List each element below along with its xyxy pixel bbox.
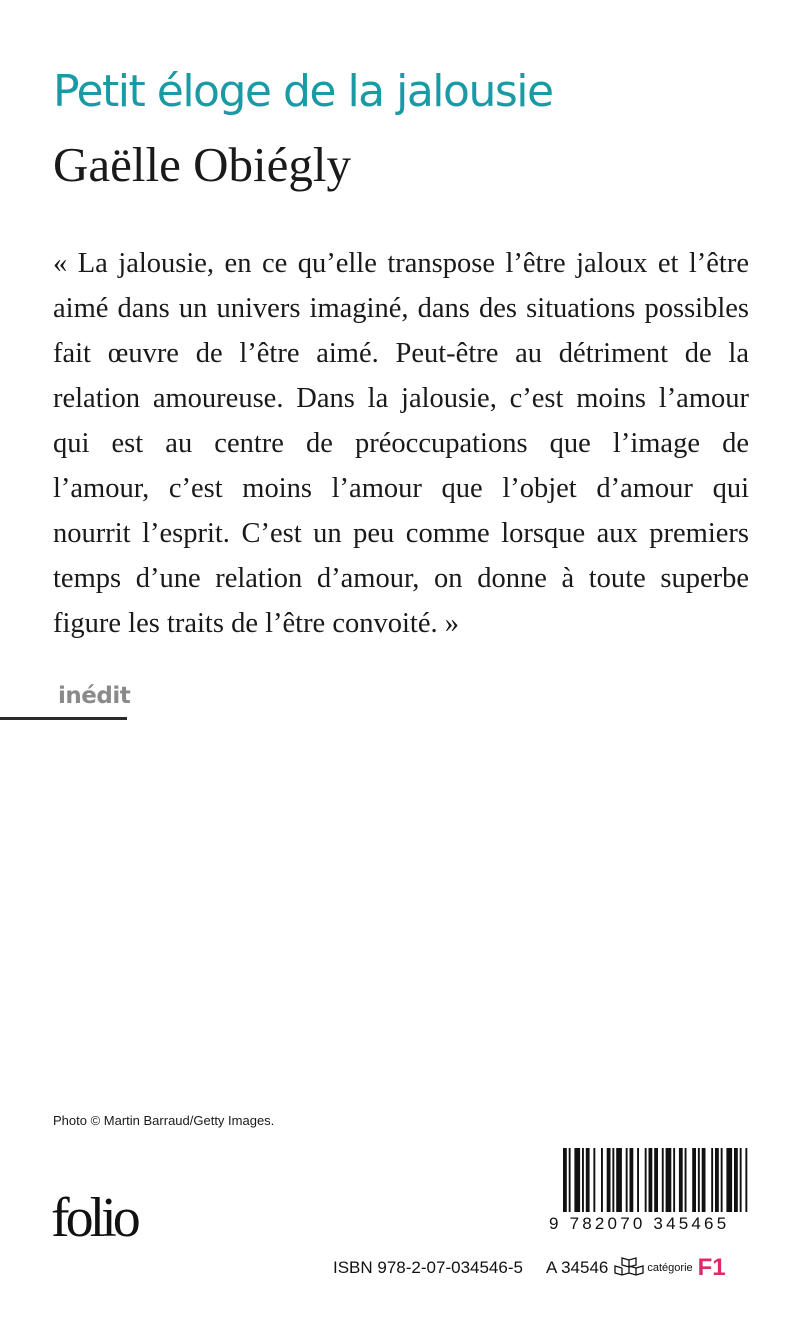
book-title: Petit éloge de la jalousie (53, 66, 553, 117)
catalog-code: A 34546 (545, 1258, 609, 1277)
category-label: catégorie (647, 1262, 693, 1274)
blurb-line: l’amour, c’est moins l’amour que l’objet d’amour qui (53, 473, 749, 504)
blurb-line: nourrit l’esprit. C’est un peu comme lorsque aux premiers (53, 518, 749, 549)
inedit-badge: inédit (58, 683, 131, 709)
blurb-line: aimé dans un univers imaginé, dans des situations possibles (53, 293, 749, 324)
back-cover-blurb (53, 241, 749, 646)
blurb-line: relation amoureuse. Dans la jalousie, c’est moins l’amour (53, 383, 749, 414)
blurb-line: figure les traits de l’être convoité. » (53, 608, 459, 639)
blurb-line: « La jalousie, en ce qu’elle transpose l’être jaloux et l’être (53, 248, 749, 279)
blurb-line: qui est au centre de préoccupations que l’image de (53, 428, 749, 459)
isbn: ISBN 978-2-07-034546-5 (333, 1258, 523, 1277)
publisher-logo: folio (51, 1187, 137, 1249)
badge-underline (0, 717, 127, 720)
barcode (563, 1148, 753, 1212)
publication-info (333, 1256, 726, 1280)
book-author: Gaëlle Obiégly (53, 137, 351, 192)
open-books-icon (614, 1257, 644, 1279)
category-code: F1 (697, 1254, 726, 1281)
photo-credit: Photo © Martin Barraud/Getty Images. (53, 1113, 275, 1128)
blurb-line: temps d’une relation d’amour, on donne à toute superbe (53, 563, 749, 594)
barcode-digits: 9 782070 345465 (549, 1214, 730, 1233)
blurb-line: fait œuvre de l’être aimé. Peut-être au détriment de la (53, 338, 749, 369)
